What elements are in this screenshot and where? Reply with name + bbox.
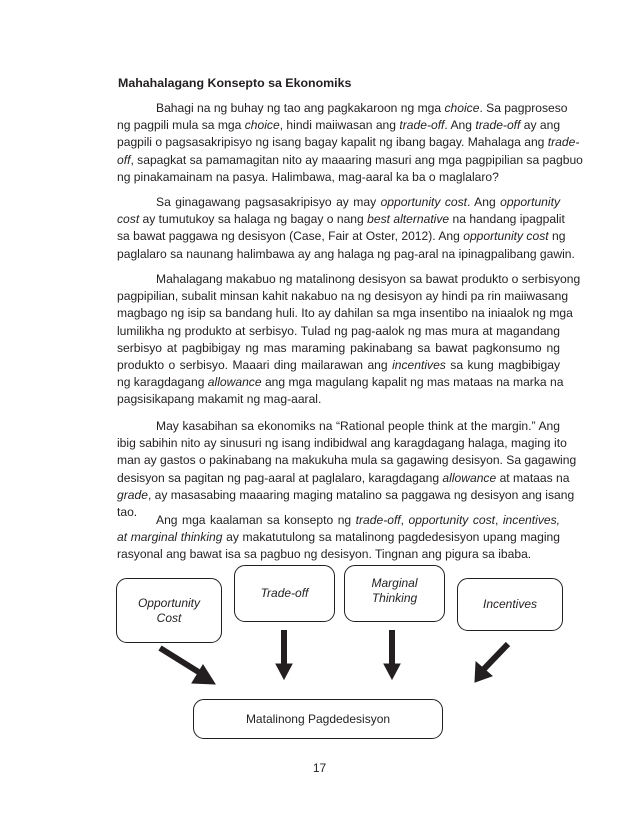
italic-term: allowance xyxy=(207,375,262,390)
opportunity-cost-label-line1: Opportunity xyxy=(137,595,201,610)
italic-term: opportunity cost xyxy=(463,229,549,244)
arrowhead-trade-off xyxy=(276,664,292,679)
text-fragment: na handang ipagpalit xyxy=(449,212,565,227)
text-fragment: serbisyo at pagbibigay ng mas maraming pakinabang sa bawat pagkonsumo ng xyxy=(117,340,560,355)
text-fragment: , ay masasabing maaaring maging matalino sa paggawa ng desisyon ang isang xyxy=(147,487,575,502)
italic-term: cost xyxy=(117,212,140,227)
text-fragment: Bahagi na ng buhay ng tao ang pagkakaroon ng mga xyxy=(156,101,445,115)
text-fragment: sa bawat paggawa ng desisyon (Case, Fair at Oster, 2012). Ang xyxy=(117,229,464,244)
text-fragment: . Ang xyxy=(444,118,476,133)
text-fragment: ng pinakamainam na pasya. Halimbawa, mag-aaral ka ba o maglalaro? xyxy=(117,169,499,184)
trade-off-label: Trade-off xyxy=(260,586,309,600)
text-fragment: May kasabihan sa ekonomiks na “Rational people think at the margin.” Ang xyxy=(156,419,560,433)
text-fragment: produkto o serbisyo. Maaari ding mailarawan ang xyxy=(117,357,393,372)
italic-term: opportunity xyxy=(500,195,560,209)
text-fragment: Ang mga kaalaman sa konsepto ng xyxy=(156,513,356,527)
text-fragment: tao. xyxy=(117,504,138,519)
italic-term: allowance xyxy=(442,470,497,485)
text-fragment: , xyxy=(495,513,503,527)
italic-term: best alternative xyxy=(367,212,450,227)
text-fragment: ang mga magulang kapalit ng mas mataas na marka na xyxy=(261,375,564,390)
italic-term: trade-off xyxy=(399,118,445,133)
marginal-thinking-label-line2: Thinking xyxy=(371,591,418,605)
arrow-opportunity-cost xyxy=(160,648,205,676)
text-fragment: pagpipilian, subalit minsan kahit nakabuo na ng desisyon ay hindi pa rin maiiwasang xyxy=(117,289,569,304)
text-fragment: paglalaro sa naunang halimbawa ay ang halaga ng pag-aral na ipinagpalibang gawin. xyxy=(117,246,575,261)
matalinong-pagdedesisyon-label: Matalinong Pagdedesisyon xyxy=(245,711,391,726)
arrow-incentives xyxy=(483,644,508,670)
incentives-label: Incentives xyxy=(482,597,538,611)
arrowhead-marginal-thinking xyxy=(384,664,400,679)
text-fragment: Sa ginagawang pagsasakripisyo ay may xyxy=(156,195,381,209)
italic-term: opportunity cost xyxy=(408,513,496,527)
text-fragment: rasyonal ang bawat isa sa pagbuo ng desisyon. Tingnan ang pigura sa ibaba. xyxy=(117,547,532,562)
italic-term: opportunity cost xyxy=(380,195,468,209)
italic-term: choice xyxy=(444,101,480,115)
text-fragment: ng pagpili mula sa mga xyxy=(117,118,245,133)
text-fragment: Mahalagang makabuo ng matalinong desisyon sa bawat produkto o serbisyong xyxy=(156,272,581,286)
text-fragment: man ay gastos o pakinabang na makukuha mula sa gagawing desisyon. Sa gagawing xyxy=(117,453,577,468)
marginal-thinking-label-line1: Marginal xyxy=(371,576,418,590)
italic-term: incentives xyxy=(392,357,446,372)
text-fragment: ng karagdagang xyxy=(117,375,208,390)
text-fragment: , xyxy=(400,513,409,527)
italic-term: trade- xyxy=(547,135,580,150)
italic-term: incentives, xyxy=(502,513,560,527)
italic-term: off xyxy=(117,152,131,167)
italic-term: trade-off xyxy=(355,513,401,527)
italic-term: at marginal thinking xyxy=(117,530,223,545)
text-fragment: pagpili o pagsasakripisyo ng isang bagay kapalit ng ibang bagay. Mahalaga ang xyxy=(117,135,548,150)
text-fragment: at mataas na xyxy=(496,470,570,485)
text-fragment: sa kung magbibigay xyxy=(445,357,560,372)
text-fragment: magbago ng isip sa bandang huli. Ito ay dahilan sa mga insentibo na iniaalok ng mga xyxy=(117,306,573,321)
italic-term: choice xyxy=(244,118,280,133)
text-fragment: pagsisikapang makamit ng mag-aaral. xyxy=(117,392,322,407)
text-fragment: ay makatutulong sa matalinong pagdedesisyon upang maging xyxy=(222,530,560,545)
text-fragment: ng xyxy=(548,229,566,244)
page-number: 17 xyxy=(312,761,327,775)
text-fragment: , sapagkat sa pamamagitan nito ay maaaring masuri ang mga pagpipilian sa pagbuo xyxy=(130,152,583,167)
text-fragment: desisyon sa pagitan ng pag-aaral at paglalaro, karagdagang xyxy=(117,470,443,485)
text-fragment: ay ang xyxy=(520,118,561,133)
text-fragment: , hindi maiiwasan ang xyxy=(279,118,400,133)
italic-term: trade-off xyxy=(475,118,521,133)
text-fragment: . Sa pagproseso xyxy=(479,101,568,115)
text-fragment: . Ang xyxy=(467,195,501,209)
text-fragment: lumilikha ng produkto at serbisyo. Tulad ng pag-aalok ng mas mura at magandang xyxy=(117,323,560,338)
italic-term: grade xyxy=(117,487,148,502)
opportunity-cost-label-line2: Cost xyxy=(156,610,182,625)
text-fragment: ibig sabihin nito ay sinusuri ng isang indibidwal ang karagdagang halaga, maging ito xyxy=(117,436,567,451)
section-heading: Mahahalagang Konsepto sa Ekonomiks xyxy=(118,76,352,90)
text-fragment: ay tumutukoy sa halaga ng bagay o nang xyxy=(139,212,368,227)
